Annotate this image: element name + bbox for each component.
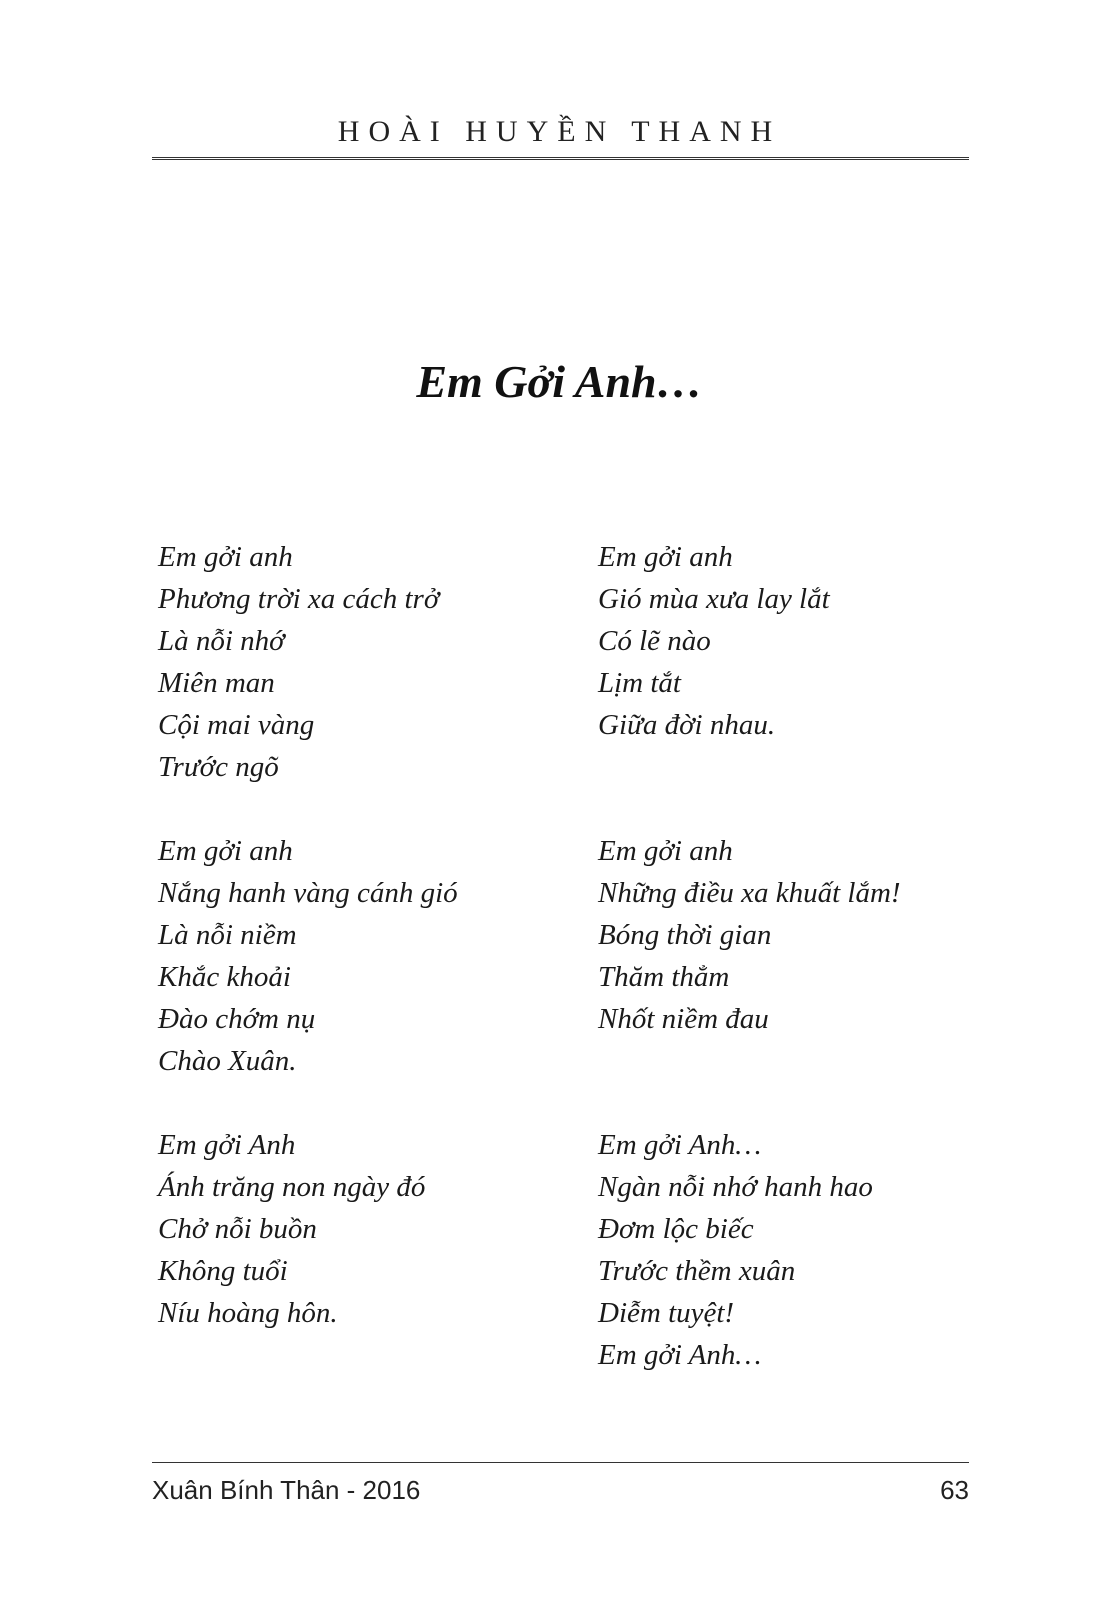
poem-line: Đơm lộc biếc <box>598 1213 754 1245</box>
poem-line: Em gởi anh <box>598 541 733 573</box>
poem-right-column <box>598 536 998 1418</box>
stanza <box>598 1124 998 1376</box>
stanza <box>598 830 998 1082</box>
stanza <box>158 536 578 788</box>
poem-line: Chở nỗi buồn <box>158 1213 317 1245</box>
poem-left-column <box>158 536 578 1376</box>
poem-line: Bóng thời gian <box>598 919 772 951</box>
stanza <box>158 1124 578 1334</box>
poem-line: Nắng hanh vàng cánh gió <box>158 877 458 909</box>
poem-line: Em gởi Anh… <box>598 1129 762 1161</box>
poem-title: Em Gởi Anh… <box>416 356 703 407</box>
poem-spacer <box>598 746 998 788</box>
poem-line: Níu hoàng hôn. <box>158 1297 338 1329</box>
poem-line: Trước ngõ <box>158 751 279 783</box>
poem-line: Gió mùa xưa lay lắt <box>598 583 830 615</box>
poem-line: Em gởi Anh… <box>598 1339 762 1371</box>
running-header: HOÀI HUYỀN THANH <box>337 115 782 148</box>
poem-line: Có lẽ nào <box>598 625 711 657</box>
poem-line: Phương trời xa cách trở <box>158 583 440 615</box>
poem-line: Là nỗi niềm <box>158 919 297 951</box>
footer-rule <box>152 1462 969 1463</box>
stanza <box>158 830 578 1082</box>
poem-line: Ngàn nỗi nhớ hanh hao <box>598 1171 873 1203</box>
poem-line: Miên man <box>158 667 275 699</box>
poem-line: Lịm tắt <box>598 667 681 699</box>
poem-line: Nhốt niềm đau <box>598 1003 769 1035</box>
poem-spacer <box>598 1040 998 1082</box>
footer-publication: Xuân Bính Thân - 2016 <box>152 1475 421 1505</box>
poem-line: Giữa đời nhau. <box>598 709 776 741</box>
poem-line: Cội mai vàng <box>158 709 315 741</box>
poem-line: Thăm thẳm <box>598 961 730 993</box>
poem-line: Là nỗi nhớ <box>158 625 285 657</box>
poem-line: Khắc khoải <box>158 961 291 993</box>
poem-line: Trước thềm xuân <box>598 1255 796 1287</box>
stanza <box>598 536 998 788</box>
page-number: 63 <box>940 1475 969 1505</box>
poem-line: Không tuổi <box>158 1255 288 1287</box>
poem-line: Em gởi anh <box>158 541 293 573</box>
poem-line: Đào chớm nụ <box>158 1003 316 1035</box>
poem-line: Em gởi anh <box>158 835 293 867</box>
poem-line: Chào Xuân. <box>158 1045 297 1077</box>
poem-line: Những điều xa khuất lắm! <box>598 877 901 909</box>
header-rule <box>152 157 969 160</box>
poem-line: Diễm tuyệt! <box>598 1297 735 1329</box>
poem-line: Em gởi anh <box>598 835 733 867</box>
poem-line: Ánh trăng non ngày đó <box>158 1171 426 1203</box>
poem-line: Em gởi Anh <box>158 1129 296 1161</box>
